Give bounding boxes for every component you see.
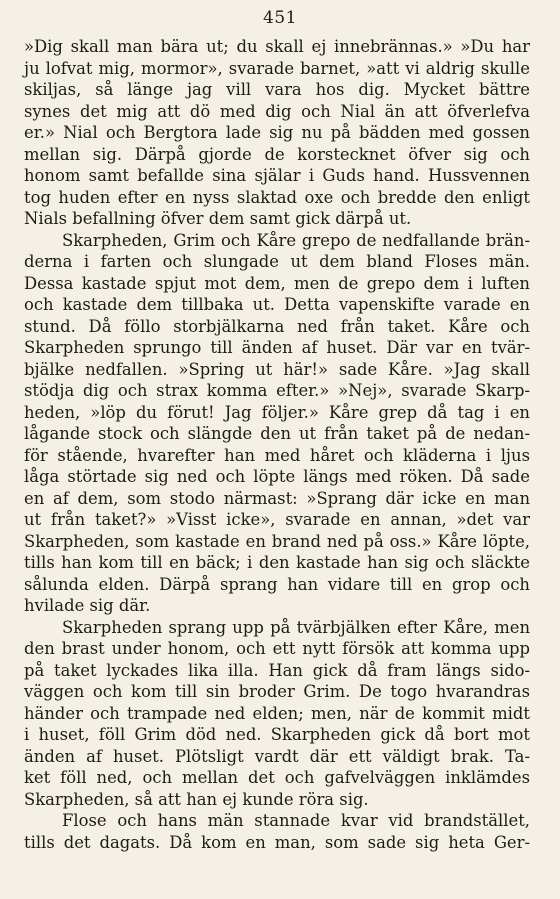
- text-line: den brast under honom, och ett nytt försök att komma upp: [24, 639, 530, 658]
- text-line: änden af huset. Plötsligt vardt där ett väldigt brak. Ta-: [24, 746, 530, 766]
- text-line: väggen och kom till sin broder Grim. De togo hvarandras: [24, 682, 530, 701]
- text-line: tog huden efter en nyss slaktad oxe och bredde den enligt: [24, 187, 530, 207]
- text-line: och kastade dem tillbaka ut. Detta vapenskifte varade en: [24, 295, 530, 314]
- text-line: Skarpheden sprungo till änden af huset. Där var en tvär-: [24, 338, 530, 357]
- text-line: synes det mig att dö med dig och Nial än att öfverlefva: [24, 101, 530, 121]
- text-line: Flose och hans män stannade kvar vid brandstället,: [62, 811, 530, 830]
- text-line: låga störtade sig ned och löpte längs med röken. Då sade: [24, 467, 530, 486]
- text-line: honom samt befallde sina själar i Guds hand. Hussvennen: [24, 166, 530, 185]
- text-line: heden, »löp du förut! Jag följer.» Kåre grep då tag i en: [24, 402, 530, 422]
- text-line: er.» Nial och Bergtora lade sig nu på bädden med gossen: [24, 123, 530, 142]
- text-line: Nials befallning öfver dem samt gick därpå ut.: [24, 209, 412, 228]
- text-line: Skarpheden, som kastade en brand ned på oss.» Kåre löpte,: [24, 531, 530, 551]
- text-line: sålunda elden. Därpå sprang han vidare till en grop och: [24, 574, 530, 594]
- text-line: händer och trampade ned elden; men, när de kommit midt: [24, 703, 530, 723]
- text-line: Skarpheden, Grim och Kåre grepo de nedfallande brän-: [62, 230, 530, 250]
- text-line: tills det dagats. Då kom en man, som sade sig heta Ger-: [24, 832, 530, 852]
- text-line: lågande stock och slängde den ut från taket på de nedan-: [24, 424, 530, 443]
- text-line: »Dig skall man bära ut; du skall ej innebrännas.» »Du har: [24, 37, 530, 56]
- text-line: bjälke nedfallen. »Spring ut här!» sade Kåre. »Jag skall: [24, 359, 530, 379]
- text-line: Skarpheden, så att han ej kunde röra sig.: [24, 789, 369, 809]
- text-line: Skarpheden sprang upp på tvärbjälken efter Kåre, men: [62, 617, 530, 637]
- text-line: i huset, föll Grim död ned. Skarpheden gick då bort mot: [24, 725, 530, 744]
- text-line: en af dem, som stodo närmast: »Sprang där icke en man: [24, 488, 530, 508]
- text-line: på taket lyckades lika illa. Han gick då fram längs sido-: [24, 660, 530, 680]
- text-line: Dessa kastade spjut mot dem, men de grepo dem i luften: [24, 273, 530, 293]
- text-line: ut från taket?» »Visst icke», svarade en annan, »det var: [24, 510, 530, 529]
- text-line: för stående, hvarefter han med håret och kläderna i ljus: [24, 445, 530, 465]
- page-number: 451: [263, 8, 297, 28]
- text-body: [24, 36, 530, 853]
- text-line: mellan sig. Därpå gjorde de korstecknet öfver sig och: [24, 144, 530, 164]
- text-line: stödja dig och strax komma efter.» »Nej», svarade Skarp-: [24, 381, 530, 400]
- text-line: hvilade sig där.: [24, 596, 151, 615]
- text-line: ket föll ned, och mellan det och gafvelväggen inklämdes: [24, 768, 530, 787]
- text-line: tills han kom till en bäck; i den kastade han sig och släckte: [24, 553, 530, 572]
- text-line: stund. Då föllo storbjälkarna ned från taket. Kåre och: [24, 316, 530, 336]
- text-line: skiljas, så länge jag vill vara hos dig. Mycket bättre: [24, 80, 530, 99]
- text-line: derna i farten och slungade ut dem bland Floses män.: [24, 252, 530, 271]
- text-line: ju lofvat mig, mormor», svarade barnet, »att vi aldrig skulle: [24, 58, 530, 78]
